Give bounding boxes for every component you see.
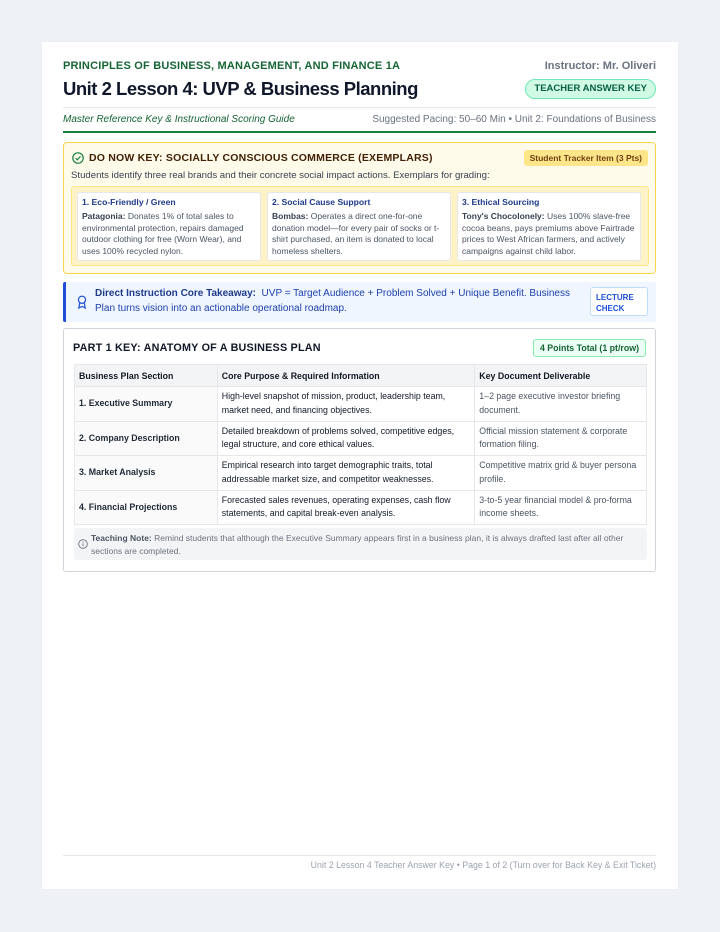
business-plan-table	[74, 364, 647, 525]
purpose-cell: Detailed breakdown of problems solved, competitive edges, legal structure, and core ethical values.	[217, 421, 475, 456]
table-row	[75, 421, 647, 456]
deliverable-cell: 3-to-5 year financial model & pro-forma income sheets.	[475, 490, 647, 525]
pacing-info: Suggested Pacing: 50–60 Min • Unit 2: Foundations of Business	[372, 114, 656, 125]
section-cell: 2. Company Description	[75, 421, 218, 456]
card-brand: Tony's Chocolonely:	[462, 211, 545, 221]
table-row	[75, 387, 647, 422]
section-cell: 4. Financial Projections	[75, 490, 218, 525]
header-accent-rule	[63, 131, 656, 133]
card-text: Donates 1% of total sales to environmental protection, repairs damaged outdoor clothing for free (Worn Wear), and uses 100% recycled nylon.	[82, 211, 244, 256]
takeaway-text	[95, 287, 585, 316]
takeaway-body: UVP = Target Audience + Problem Solved + Unique Benefit. Business Plan turns vision into an actionable operational roadmap.	[95, 288, 570, 314]
do-now-header	[72, 152, 433, 164]
deliverable-cell: Competitive matrix grid & buyer persona profile.	[475, 456, 647, 491]
info-icon	[78, 539, 88, 549]
page-footer: Unit 2 Lesson 4 Teacher Answer Key • Page 1 of 2 (Turn over for Back Key & Exit Ticket)	[310, 860, 656, 870]
exemplar-card	[267, 192, 451, 261]
table-row	[75, 490, 647, 525]
card-body	[462, 211, 636, 257]
card-text: Uses 100% slave-free cocoa beans, pays premiums above Fairtrade prices to West African farmers, and actively campaigns against child labor.	[462, 211, 635, 256]
lecture-check-button[interactable]: LECTURE CHECK	[590, 287, 648, 316]
do-now-section	[63, 142, 656, 274]
card-heading: 2. Social Cause Support	[272, 197, 371, 207]
answer-key-badge: TEACHER ANSWER KEY	[525, 79, 656, 99]
deliverable-cell: 1–2 page executive investor briefing document.	[475, 387, 647, 422]
section-cell: 1. Executive Summary	[75, 387, 218, 422]
section-cell: 3. Market Analysis	[75, 456, 218, 491]
exemplar-card	[457, 192, 641, 261]
teaching-note	[74, 528, 647, 560]
takeaway-label: Direct Instruction Core Takeaway:	[95, 288, 256, 299]
teaching-note-body: Remind students that although the Executive Summary appears first in a business plan, it is always drafted last after all other sections are completed.	[91, 533, 624, 556]
table-row	[75, 456, 647, 491]
answer-key-page	[42, 42, 678, 889]
card-body	[82, 211, 256, 257]
award-ribbon-icon	[76, 295, 88, 309]
deliverable-cell: Official mission statement & corporate formation filing.	[475, 421, 647, 456]
table-header-row	[75, 365, 647, 387]
part1-section	[63, 328, 656, 572]
card-brand: Bombas:	[272, 211, 309, 221]
exemplar-cards	[71, 186, 649, 266]
card-heading: 3. Ethical Sourcing	[462, 197, 540, 207]
header-divider	[63, 107, 656, 108]
card-text: Operates a direct one-for-one donation model—for every pair of socks or t-shirt purchased, an item is donated to local homeless shelters.	[272, 211, 440, 256]
column-header: Core Purpose & Required Information	[217, 365, 475, 387]
footer-divider	[63, 855, 656, 856]
column-header: Business Plan Section	[75, 365, 218, 387]
points-badge: 4 Points Total (1 pt/row)	[533, 339, 646, 357]
page-subtitle: Master Reference Key & Instructional Scoring Guide	[63, 114, 295, 125]
core-takeaway-callout	[63, 282, 656, 322]
part1-title: PART 1 KEY: ANATOMY OF A BUSINESS PLAN	[73, 342, 321, 354]
card-body	[272, 211, 446, 257]
check-circle-icon	[72, 152, 84, 164]
exemplar-card	[77, 192, 261, 261]
card-brand: Patagonia:	[82, 211, 126, 221]
course-name: PRINCIPLES OF BUSINESS, MANAGEMENT, AND FINANCE 1A	[63, 60, 401, 72]
teaching-note-label: Teaching Note:	[91, 533, 152, 543]
instructor-name: Instructor: Mr. Oliveri	[544, 60, 656, 72]
card-heading: 1. Eco-Friendly / Green	[82, 197, 176, 207]
page-title: Unit 2 Lesson 4: UVP & Business Planning	[63, 78, 418, 99]
do-now-intro: Students identify three real brands and their concrete social impact actions. Exemplars for grading:	[71, 170, 490, 181]
purpose-cell: Empirical research into target demographic traits, total addressable market size, and competitor weaknesses.	[217, 456, 475, 491]
purpose-cell: Forecasted sales revenues, operating expenses, cash flow statements, and capital break-even analysis.	[217, 490, 475, 525]
tracker-badge: Student Tracker Item (3 Pts)	[524, 150, 648, 166]
teaching-note-text	[91, 532, 643, 557]
purpose-cell: High-level snapshot of mission, product, leadership team, market need, and financing objectives.	[217, 387, 475, 422]
column-header: Key Document Deliverable	[475, 365, 647, 387]
do-now-title: DO NOW KEY: SOCIALLY CONSCIOUS COMMERCE (EXEMPLARS)	[89, 152, 433, 164]
